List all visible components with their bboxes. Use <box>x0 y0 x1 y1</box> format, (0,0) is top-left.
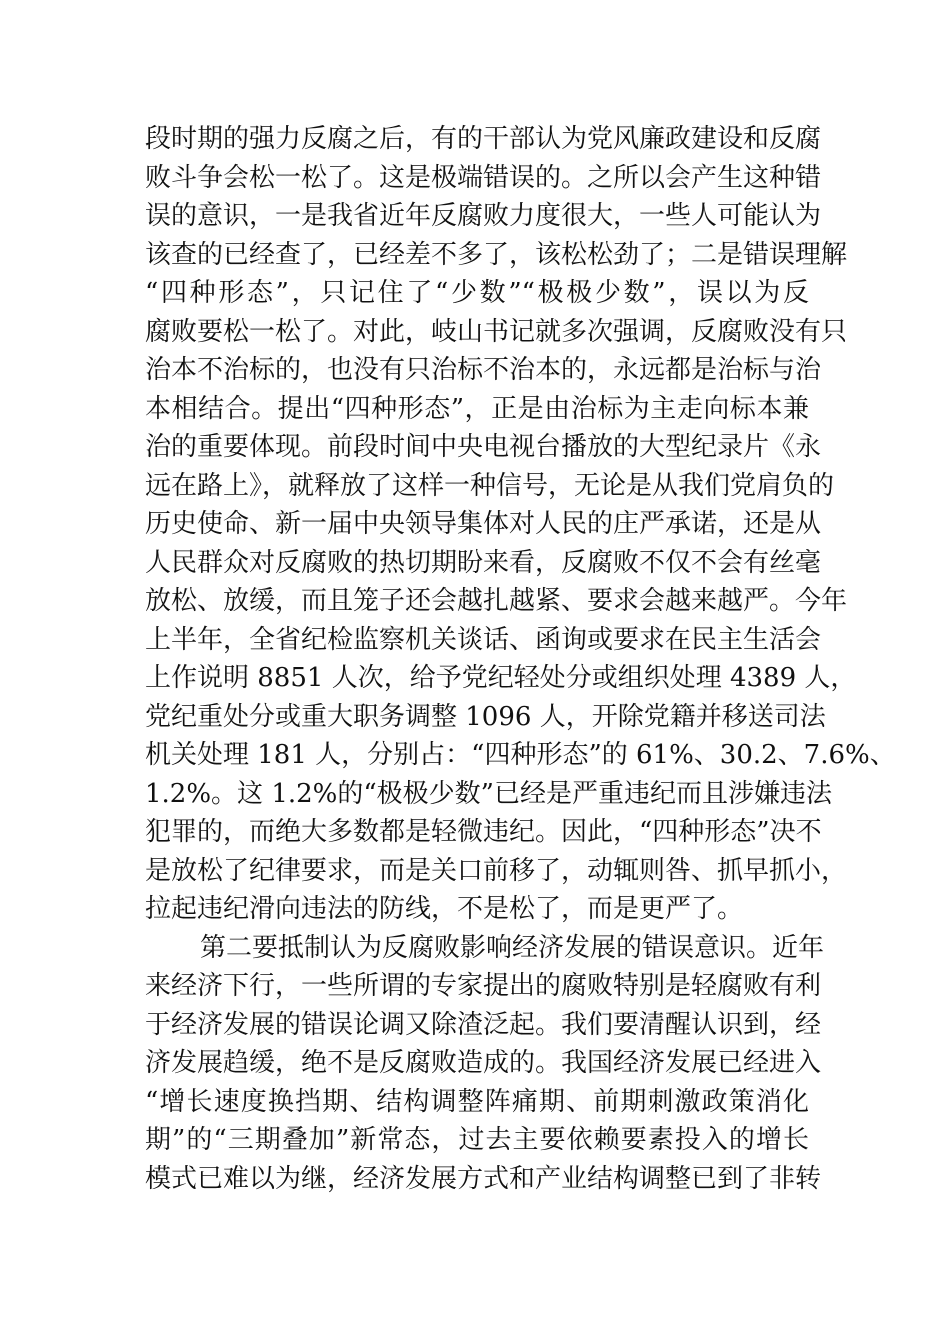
text-line: 1.2%。这 1.2%的“极极少数”已经是严重违纪而且涉嫌违法 <box>145 778 832 809</box>
text-line: 放松、放缓，而且笼子还会越扎越紧、要求会越来越严。今年 <box>145 586 848 616</box>
text-line: 段时期的强力反腐之后，有的干部认为党风廉政建设和反腐 <box>145 124 822 154</box>
text-line: 治的重要体现。前段时间中央电视台播放的大型纪录片《永 <box>145 432 822 462</box>
paragraph-2 <box>145 929 825 1199</box>
text-line: 误的意识，一是我省近年反腐败力度很大，一些人可能认为 <box>145 201 822 231</box>
text-line: 上半年，全省纪检监察机关谈话、函询或要求在民主生活会 <box>145 624 822 655</box>
text-line: 远在路上》，就释放了这样一种信号，无论是从我们党肩负的 <box>145 470 835 501</box>
text-line: 济发展趋缓，绝不是反腐败造成的。我国经济发展已经进入 <box>145 1048 822 1078</box>
text-line: 来经济下行，一些所谓的专家提出的腐败特别是轻腐败有利 <box>145 971 822 1001</box>
paragraph-1 <box>145 120 896 929</box>
text-line: 历史使命、新一届中央领导集体对人民的庄严承诺，还是从 <box>145 509 822 539</box>
text-line: 该查的已经查了，已经差不多了，该松松劲了；二是错误理解 <box>145 239 848 270</box>
text-line: 犯罪的，而绝大多数都是轻微违纪。因此，“四种形态”决不 <box>145 817 822 847</box>
text-line: 机关处理 181 人，分别占：“四种形态”的 61%、30.2、7.6%、 <box>145 740 896 770</box>
text-line: 治本不治标的，也没有只治标不治本的，永远都是治标与治 <box>145 355 822 385</box>
text-line: 是放松了纪律要求，而是关口前移了，动辄则咎、抓早抓小， <box>145 855 848 886</box>
text-line: 期”的“三期叠加”新常态，过去主要依赖要素投入的增长 <box>145 1125 809 1155</box>
text-line: 第二要抵制认为反腐败影响经济发展的错误意识。近年 <box>200 932 825 963</box>
text-line: 上作说明 8851 人次，给予党纪轻处分或组织处理 4389 人， <box>145 663 857 693</box>
text-line: 本相结合。提出“四种形态”，正是由治标为主走向标本兼 <box>145 393 809 424</box>
text-line: 模式已难以为继，经济发展方式和产业结构调整已到了非转 <box>145 1163 822 1194</box>
text-line: “增长速度换挡期、结构调整阵痛期、前期刺激政策消化 <box>145 1086 809 1117</box>
text-line: “四种形态”，只记住了“少数”“极极少数”，误以为反 <box>145 278 809 308</box>
text-line: 败斗争会松一松了。这是极端错误的。之所以会产生这种错 <box>145 162 822 193</box>
body-text <box>145 120 896 1198</box>
text-line: 党纪重处分或重大职务调整 1096 人，开除党籍并移送司法 <box>145 701 826 732</box>
text-line: 人民群众对反腐败的热切期盼来看，反腐败不仅不会有丝毫 <box>145 547 822 578</box>
text-line: 拉起违纪滑向违法的防线，不是松了，而是更严了。 <box>145 894 744 924</box>
text-line: 于经济发展的错误论调又除渣泛起。我们要清醒认识到，经 <box>145 1009 822 1040</box>
text-line: 腐败要松一松了。对此，岐山书记就多次强调，反腐败没有只 <box>145 316 848 347</box>
